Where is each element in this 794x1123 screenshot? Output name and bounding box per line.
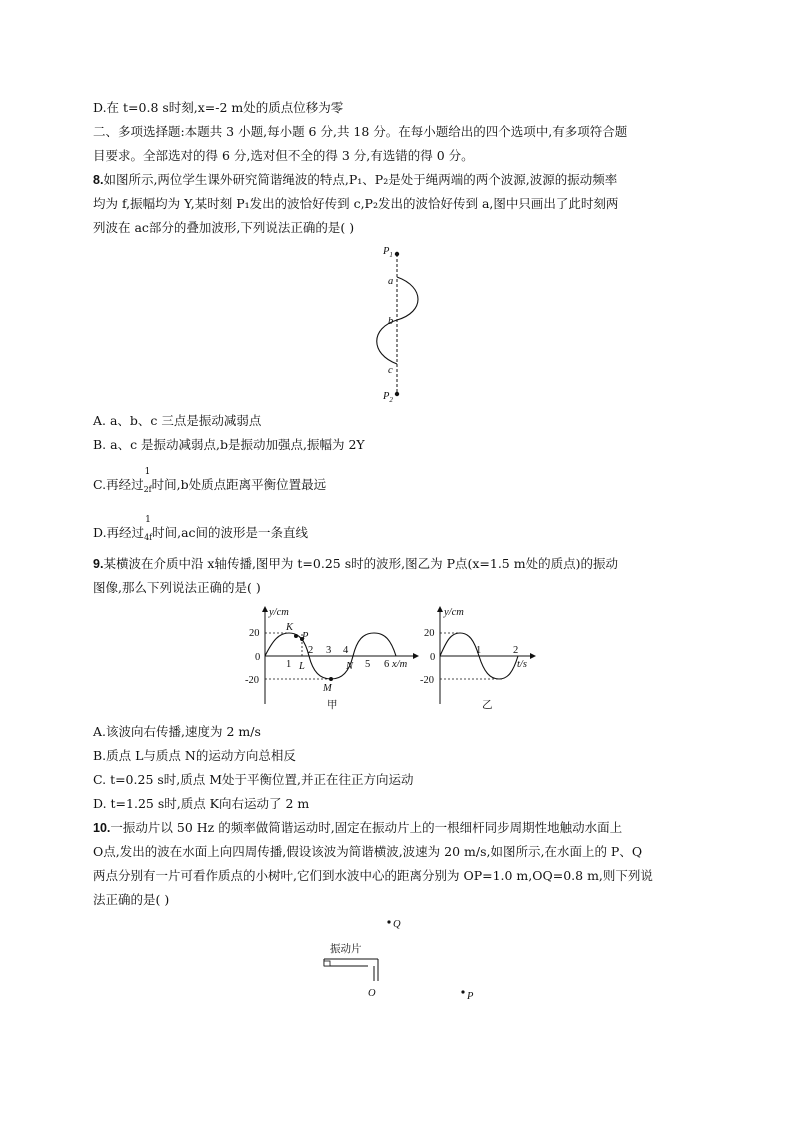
- q10-number: 10.: [93, 821, 111, 835]
- label-k: K: [286, 622, 294, 633]
- jia-ytick-neg20: -20: [245, 675, 259, 686]
- label-n: N: [346, 661, 354, 672]
- point-p: [461, 990, 464, 993]
- q9-option-b: B.质点 L与质点 N的运动方向总相反: [93, 748, 296, 763]
- q8-option-d: D.再经过 1 $_{4f}$时间,ac间的波形是一条直线: [93, 525, 308, 546]
- q9-option-a: A.该波向右传播,速度为 2 m/s: [93, 724, 261, 739]
- yi-xtick-1: 1: [476, 645, 482, 656]
- jia-xtick-5: 5: [365, 659, 371, 670]
- q10-stem-line4: 法正确的是( ): [93, 892, 170, 907]
- point-m: [329, 677, 333, 681]
- label-o: O: [368, 988, 376, 999]
- q9-stem-line2: 图像,那么下列说法正确的是( ): [93, 580, 261, 595]
- p1-label: $P_1$: [383, 246, 393, 259]
- jia-xtick-1: 1: [286, 659, 292, 670]
- jia-ylabel: y/cm: [269, 607, 289, 618]
- q8-stem-line1: [93, 172, 617, 188]
- jia-ytick-20: 20: [249, 628, 260, 639]
- q9-figure-yi: [420, 604, 540, 714]
- yi-ytick-neg20: -20: [420, 675, 434, 686]
- q9-stem-line1: 9.某横波在介质中沿 x轴传播,图甲为 t=0.25 s时的波形,图乙为 P点(x=1.5 m处的质点)的振动: [93, 556, 618, 571]
- section2-heading-line2: 目要求。全部选对的得 6 分,选对但不全的得 3 分,有选错的得 0 分。: [93, 148, 474, 163]
- q9-number: 9.: [93, 557, 104, 571]
- label-l: L: [299, 661, 305, 672]
- section2-heading-line1: 二、多项选择题:本题共 3 小题,每小题 6 分,共 18 分。在每小题给出的四个选项中,有多项符合题: [93, 124, 628, 139]
- q8-stem-text1: 如图所示,两位学生课外研究简谐绳波的特点,P₁、P₂是处于绳两端的两个波源,波源的振动频率: [103, 172, 618, 187]
- q8-option-c: C.再经过 1 $_{2f}$时间,b处质点距离平衡位置最远: [93, 477, 326, 498]
- q10-figure: [310, 915, 490, 1010]
- p2-dot: [395, 392, 399, 396]
- point-c-label: c: [388, 365, 393, 376]
- q10-stem-line3: 两点分别有一片可看作质点的小树叶,它们到水波中心的距离分别为 OP=1.0 m,OQ=0.8 m,则下列说: [93, 868, 653, 883]
- q7-option-d: D.在 t=0.8 s时刻,x=-2 m处的质点位移为零: [93, 100, 344, 115]
- q10-stem-line2: O点,发出的波在水面上向四周传播,假设该波为简谐横波,波速为 20 m/s,如图所示,在水面上的 P、Q: [93, 844, 643, 859]
- p1-dot: [395, 252, 399, 256]
- yi-ylabel: y/cm: [444, 607, 464, 618]
- vibrator-clamp: [324, 961, 330, 966]
- label-q: Q: [393, 919, 401, 930]
- yi-xtick-2: 2: [513, 645, 519, 656]
- point-a-label: a: [388, 276, 394, 287]
- point-q: [387, 920, 390, 923]
- jia-xtick-4: 4: [343, 645, 349, 656]
- vibrator-label: 振动片: [330, 944, 362, 955]
- yi-ytick-20: 20: [424, 628, 435, 639]
- q8-stem-line2: 均为 f,振幅均为 Y,某时刻 P₁发出的波恰好传到 c,P₂发出的波恰好传到 a,图中只画出了此时刻两: [93, 196, 619, 211]
- label-p: P: [302, 631, 309, 642]
- fraction-1-4f: 1 $_{4f}$: [144, 515, 153, 542]
- q8-stem-line3: 列波在 ac部分的叠加波形,下列说法正确的是( ): [93, 220, 355, 235]
- fraction-1-2f: 1 $_{2f}$: [143, 467, 152, 494]
- yi-caption: 乙: [482, 700, 493, 711]
- q9-option-d: D. t=1.25 s时,质点 K向右运动了 2 m: [93, 796, 310, 811]
- jia-ytick-0: 0: [255, 652, 261, 663]
- jia-xtick-6: 6: [384, 659, 390, 670]
- label-m: M: [323, 683, 332, 694]
- q10-stem-line1: 10.一振动片以 50 Hz 的频率做简谐运动时,固定在振动片上的一根细杆同步周期性地触动水面上: [93, 820, 623, 835]
- jia-caption: 甲: [327, 700, 338, 711]
- p2-label: $P_2$: [383, 391, 393, 404]
- q9-figure-jia: [245, 604, 425, 714]
- q8-number: 8.: [93, 173, 104, 187]
- jia-xlabel: x/m: [392, 659, 408, 670]
- q8-figure: [370, 242, 440, 402]
- yi-ytick-0: 0: [430, 652, 436, 663]
- q8-option-a: A. a、b、c 三点是振动减弱点: [93, 413, 262, 428]
- point-b-label: b: [388, 316, 394, 327]
- point-k: [294, 634, 298, 638]
- yi-xlabel: t/s: [517, 659, 527, 670]
- jia-xtick-3: 3: [326, 645, 332, 656]
- jia-xtick-2: 2: [308, 645, 314, 656]
- q9-option-c: C. t=0.25 s时,质点 M处于平衡位置,并正在往正方向运动: [93, 772, 414, 787]
- label-p: P: [467, 991, 474, 1002]
- q8-option-b: B. a、c 是振动减弱点,b是振动加强点,振幅为 2Y: [93, 437, 365, 452]
